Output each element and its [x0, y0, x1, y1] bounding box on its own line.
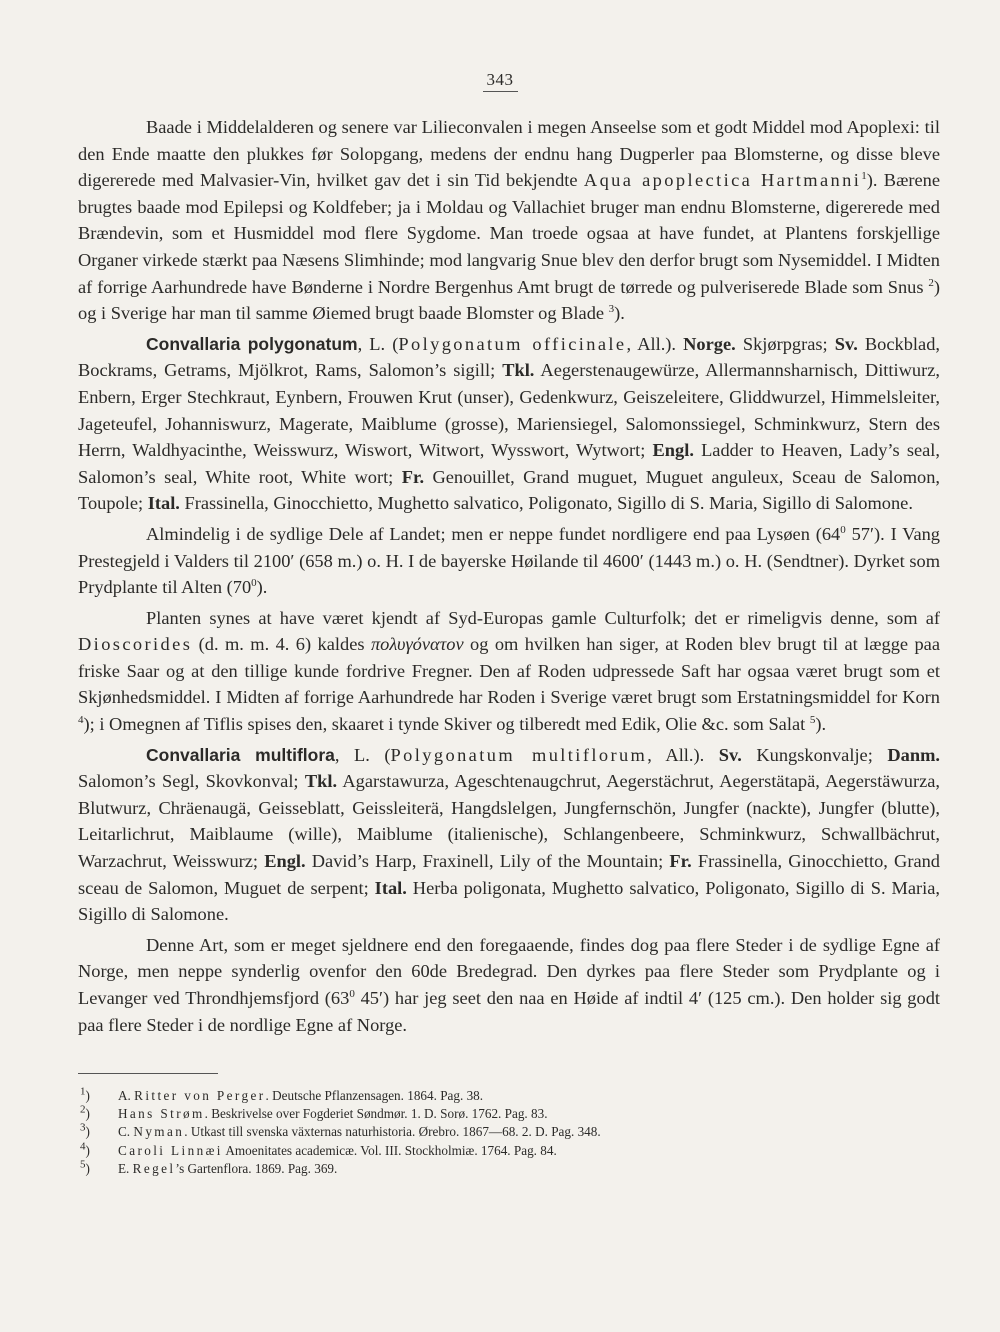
footnote [80, 1160, 940, 1178]
text-run: og om hvilken han siger, at Roden blev brugt til at lægge paa friske Saar og at den tillige kunde fordrive Fregner. Den af Roden udpressede Saft har ogsaa været brugt som et Skjønhedsmiddel. I Midten af forrige Aarhundrede har Roden i Sverige været brugt som Erstatningsmiddel for Korn [78, 634, 940, 708]
footnote-number: 5 [80, 1158, 86, 1171]
text-run: . Utkast till svenska växternas naturhistoria. Ørebro. 1867—68. 2. D. Pag. 348. [184, 1124, 601, 1140]
text-run: Baade i Middelalderen og senere var Lilieconvalen i megen Anseelse som et godt Middel mod Apoplexi: til den Ende maatte den plukkes før Solopgang, medens der endnu hang Dugperler paa Blomsterne, og disse bleve digererede med Malvasier-Vin, hvilket gav det i sin Tid bekjendte [78, 117, 940, 191]
text-run: , All.). [647, 744, 719, 765]
footnote-mark: $^1$) [80, 1085, 90, 1103]
footnote-ref: 4 [78, 713, 84, 726]
text-run: Aegerstenaugewürze, Allermannsharnisch, Dittiwurz, Enbern, Erger Stechkraut, Eynbern, Frouwen Krut (unser), Gedenkwurz, Geiszeleitere, Gliddwurzel, Himmelsleiter, Jageteufel, Johanniswurz, Magerate, Maiblume (grosse), Mariensiegel, Salomonssiegel, Schminkwurz, Stern des Herrn, Waldhyacinthe, Weisswurz, Wiswort, Witwort, Wysswort, Wytwort; [78, 360, 940, 461]
paragraph [78, 605, 940, 738]
text-run: David’s Harp, Fraxinell, Lily of the Mountain; [305, 851, 670, 872]
text-run: ). Bærene brugtes baade mod Epilepsi og Koldfeber; ja i Moldau og Vallachiet bruger man endnu Blomsterne, digererede med Brændevin, som et Husmiddel mod flere Sygdome. Man troede ogsaa at have fundet, at Plantens forskjellige Organer virkede stærkt paa Næsens Slimhinde; mod langvarig Snue blev den derfor brugt som Nysemiddel. I Midten af forrige Aarhundrede have Bønderne i Nordre Bergenhus Amt brugt de tørrede og pulveriserede Blade som Snus [78, 170, 940, 297]
footnote-mark: $^2$) [80, 1103, 90, 1122]
footnote-text [118, 1105, 548, 1123]
footnote-ref: 5 [809, 713, 816, 726]
footnote-text [118, 1123, 601, 1141]
footnote-number: 4 [80, 1140, 86, 1153]
main-text [78, 114, 940, 1038]
spaced-name: Polygonatum multiflorum [390, 744, 648, 765]
language-label: Engl. [652, 440, 694, 461]
page-number: 343 [0, 70, 1000, 90]
footnote-text [118, 1142, 557, 1160]
footnote-mark: $^4$) [80, 1140, 90, 1158]
text-run: 45′) har jeg seet den naa en Høide af indtil 4′ (125 cm.). Den holder sig godt paa flere Steder i de nordlige Egne af Norge. [78, 988, 940, 1035]
language-label: Ital. [374, 877, 407, 898]
footnote-number: 1 [80, 1085, 86, 1098]
text-run: Salomon’s Segl, Skovkonval; [78, 771, 305, 792]
text-run: Planten synes at have været kjendt af Syd-Europas gamle Culturfolk; det er rimeligvis denne, som af [146, 607, 940, 628]
language-label: Danm. [887, 744, 940, 765]
text-run: (d. m. m. 4. 6) kaldes [192, 634, 371, 655]
footnote-number: 2 [80, 1103, 86, 1116]
text-run: A. [118, 1088, 135, 1103]
language-label: Tkl. [304, 771, 338, 792]
language-label: Sv. [718, 744, 742, 765]
paragraph [78, 114, 940, 327]
spaced-name: Regel [132, 1160, 176, 1176]
footnote [80, 1123, 940, 1141]
paragraph [78, 932, 940, 1038]
text-run: Bockblad, Bockrams, Getrams, Mjölkrot, Rams, Salomon’s sigill; [78, 333, 940, 381]
text-run: Denne Art, som er meget sjeldnere end den foregaaende, findes dog paa flere Steder i de sydlige Egne af Norge, men neppe synderlig ovenfor den 60de Bredegrad. Den dyrkes paa flere Steder som Prydplante og i Levanger ved Throndhjemsfjord (63 [78, 934, 940, 1008]
footnote-ref: 1 [861, 170, 867, 183]
text-run: . Deutsche Pflanzensagen. 1864. Pag. 38. [265, 1088, 484, 1103]
spaced-name: Hans Strøm [118, 1106, 205, 1122]
greek-term: πολυγόνατον [370, 634, 464, 655]
footnote [80, 1142, 940, 1160]
footnotes [80, 1087, 940, 1178]
language-label: Fr. [669, 851, 692, 872]
footnote-text [118, 1087, 483, 1105]
species-entry-multiflora [78, 742, 940, 928]
text-run: ’s Gartenflora. 1869. Pag. 369. [175, 1160, 338, 1176]
language-label: Ital. [147, 493, 180, 514]
language-label: Norge. [683, 333, 736, 354]
paragraph [78, 521, 940, 601]
text-run: Herba poligonata, Mughetto salvatico, Poligonato, Sigillo di S. Maria, Sigillo di Salomone. [78, 877, 941, 925]
text-run: E. [118, 1160, 133, 1176]
footnote-ref: 0 [251, 576, 257, 589]
spaced-name: Polygonatum officinale [398, 333, 627, 354]
footnote-mark: $^5$) [80, 1158, 90, 1176]
species-entry-polygonatum [78, 331, 940, 517]
text-run: 57′). I Vang Prestegjeld i Valders til 2100′ (658 m.) o. H. I de bayerske Høilande til 4600′ (1443 m.) o. H. (Sendtner). Dyrket som Prydplante til Alten (70 [78, 523, 941, 598]
text-run: Skjørpgras; [735, 333, 835, 354]
spaced-name: Nyman [133, 1124, 185, 1140]
spaced-name: Caroli Linnæi [118, 1142, 223, 1158]
text-run: , L. ( [357, 333, 399, 354]
text-run: ); i Omegnen af Tiflis spises den, skaaret i tynde Skiver og tilberedt med Edik, Olie &c. som Salat [83, 714, 810, 735]
text-run: . Beskrivelse over Fogderiet Søndmør. 1. D. Sorø. 1762. Pag. 83. [204, 1106, 548, 1122]
footnote [80, 1105, 940, 1123]
species-name: Convallaria multiflora [146, 744, 335, 765]
footnote-ref: 2 [928, 276, 934, 289]
text-run: ) og i Sverige har man til samme Øiemed brugt baade Blomster og Blade [78, 276, 940, 324]
footnote-number: 3 [80, 1122, 86, 1135]
footnote-ref: 3 [608, 303, 615, 316]
text-run: Kungskonvalje; [741, 744, 888, 765]
text-run: Almindelig i de sydlige Dele af Landet; men er neppe fundet nordligere end paa Lysøen (64 [146, 523, 841, 544]
footnote-mark: $^3$) [80, 1122, 90, 1140]
text-run: Frassinella, Ginocchietto, Grand sceau de Salomon, Muguet de serpent; [78, 851, 940, 898]
text-run: ). [815, 714, 827, 735]
text-run: C. [118, 1124, 134, 1140]
footnote-divider [78, 1073, 218, 1074]
footnote-ref: 0 [349, 987, 355, 1000]
text-run: Frassinella, Ginocchietto, Mughetto salvatico, Poligonato, Sigillo di S. Maria, Sigillo di Salomone. [179, 493, 913, 514]
footnote [80, 1087, 940, 1105]
text-run: Ladder to Heaven, Lady’s seal, Salomon’s seal, White root, White wort; [78, 440, 941, 487]
text-run: Amoenitates academicæ. Vol. III. Stockholmiæ. 1764. Pag. 84. [222, 1142, 557, 1158]
language-label: Sv. [834, 333, 858, 354]
text-run: , L. ( [334, 744, 391, 765]
spaced-name: Aqua apoplectica Hartmanni [583, 170, 862, 191]
text-run: , All.). [626, 333, 684, 354]
spaced-name: Dioscorides [78, 634, 193, 655]
text-run: Genouillet, Grand muguet, Muguet anguleux, Sceau de Salomon, Toupole; [78, 466, 940, 514]
language-label: Engl. [264, 851, 306, 872]
species-name: Convallaria polygonatum [146, 333, 358, 354]
language-label: Tkl. [502, 360, 535, 381]
text-run: Agarstawurza, Ageschtenaugchrut, Aegerstächrut, Aegerstätapä, Aegerstäwurza, Blutwurz, Chräenaugä, Geisseblatt, Geissleiterä, Hangdslelgen, Jungfernschön, Jungfer (nackte), Jungfer (blutte), Leitarlichrut, Maiblaume (wille), Maiblume (italienische), Schlangenbeere, Schminkwurz, Schwallbächrut, Warzachrut, Weisswurz; [78, 771, 940, 872]
text-run: ). [256, 577, 268, 598]
footnote-ref: 0 [840, 523, 846, 536]
language-label: Fr. [401, 466, 425, 487]
text-run: ). [614, 303, 625, 324]
spaced-name: Ritter von Perger [134, 1088, 266, 1103]
footnote-text [118, 1160, 337, 1178]
